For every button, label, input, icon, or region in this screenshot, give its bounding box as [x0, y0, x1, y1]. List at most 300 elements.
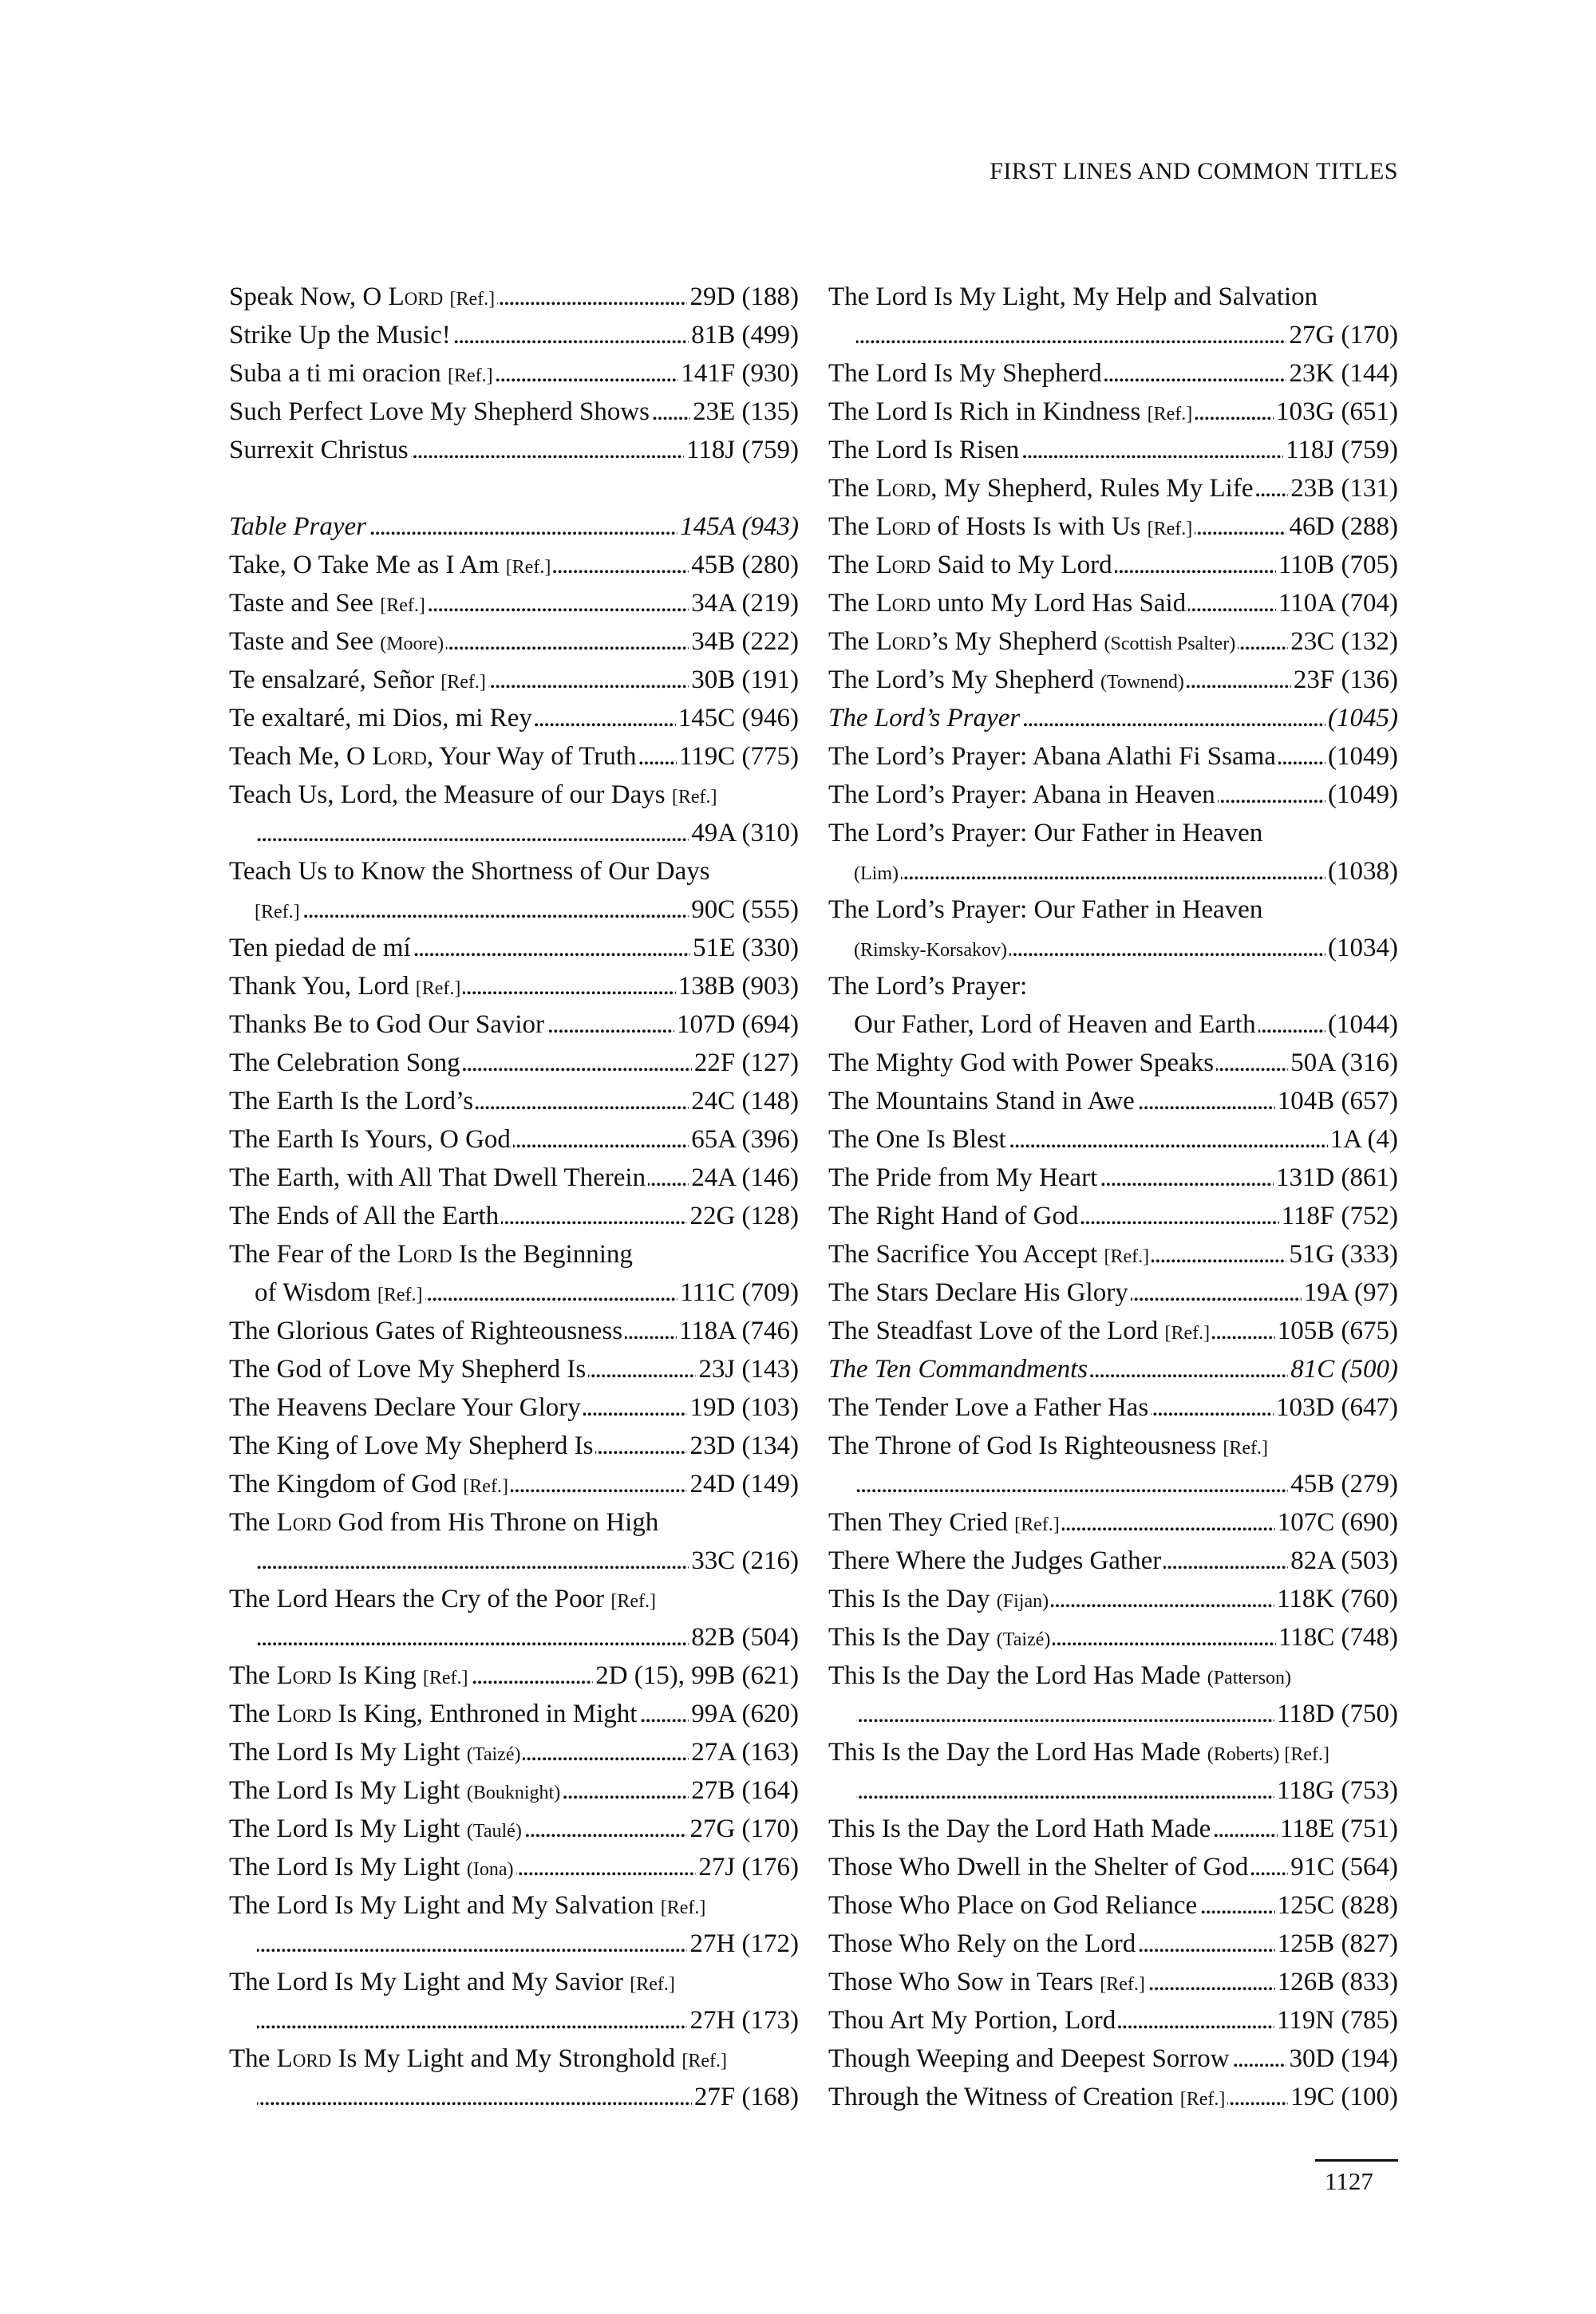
entry-reference: 51E (330): [693, 934, 799, 962]
entry-title: [854, 1005, 1256, 1044]
entry-annotation: (Iona): [466, 1859, 514, 1880]
entry-text: The Ends of All the Earth: [229, 1202, 500, 1230]
entry-reference: 90C (555): [691, 895, 799, 924]
entry-title: [828, 393, 1192, 431]
entry-text: The Glorious Gates of Righteousness: [229, 1317, 623, 1345]
small-caps-lord: Lord: [875, 551, 931, 579]
small-caps-lord: Lord: [875, 589, 931, 618]
entry-text: Teach Me, O: [229, 742, 373, 771]
entry-annotation: (Taizé): [996, 1629, 1051, 1650]
entry-text: The Lord Is My Light: [229, 1776, 467, 1805]
entry-annotation: [Ref.]: [681, 2051, 728, 2071]
entry-title: [828, 2078, 1225, 2116]
entry-reference: 19C (100): [1290, 2083, 1398, 2111]
index-entry: [229, 852, 799, 890]
entry-annotation: (Rimsky-Korsakov): [854, 940, 1007, 961]
dot-leader: [583, 1388, 688, 1427]
entry-text: Te ensalzaré, Señor: [229, 665, 441, 694]
dot-leader: [425, 1273, 678, 1312]
index-entry: [828, 1273, 1398, 1312]
entry-text: The: [229, 1508, 277, 1537]
dot-leader: [1188, 584, 1276, 622]
index-entry: [229, 1733, 799, 1771]
index-entry: [828, 1120, 1398, 1159]
entry-reference: 51G (333): [1289, 1240, 1398, 1269]
index-entry: [828, 661, 1398, 699]
entry-annotation: (Taizé): [466, 1744, 521, 1765]
entry-text: Though Weeping and Deepest Sorrow: [828, 2044, 1230, 2073]
entry-reference: 34B (222): [691, 627, 799, 656]
dot-leader: [1258, 1005, 1325, 1044]
entry-text: This Is the Day the Lord Hath Made: [828, 1814, 1211, 1843]
entry-annotation: [Ref.]: [415, 978, 461, 999]
entry-text: The Lord’s Prayer: Our Father in Heaven: [828, 819, 1263, 847]
dot-leader: [257, 2001, 687, 2040]
index-entry: [229, 1159, 799, 1197]
entry-title: [229, 1657, 468, 1695]
index-entry-continuation: [229, 1925, 799, 1963]
entry-annotation: (Moore): [380, 634, 444, 654]
entry-title: [828, 1388, 1148, 1427]
entry-reference: 107C (690): [1277, 1508, 1398, 1537]
entry-reference: 29D (188): [689, 282, 799, 311]
dot-leader: [639, 1695, 689, 1733]
dot-leader: [488, 661, 689, 699]
index-entry: [828, 1388, 1398, 1427]
entry-title: [229, 1350, 586, 1388]
index-entry: [229, 316, 799, 354]
entry-reference: (1044): [1328, 1010, 1398, 1039]
index-entry: [229, 661, 799, 699]
entry-text: The Lord Is My Light and My Salvation: [229, 1891, 661, 1920]
entry-text: The Lord Is My Light and My Savior: [229, 1968, 630, 1996]
entry-text: of Hosts Is with Us: [930, 512, 1148, 541]
entry-text: The: [828, 589, 876, 618]
entry-reference: 33C (216): [691, 1546, 799, 1575]
entry-text: The Celebration Song: [229, 1048, 460, 1077]
index-entry: [229, 507, 799, 546]
entry-annotation: (Scottish Psalter): [1104, 634, 1236, 654]
index-entry: [229, 737, 799, 776]
entry-title: [828, 1580, 1049, 1618]
entry-text: The Lord’s Prayer: Abana in Heaven: [828, 780, 1215, 809]
dot-leader: [1100, 1159, 1274, 1197]
entry-reference: 22F (127): [693, 1048, 799, 1077]
entry-title: [828, 1886, 1197, 1925]
small-caps-lord: Lord: [875, 512, 931, 541]
entry-text: The: [828, 512, 876, 541]
entry-text: The Mighty God with Power Speaks: [828, 1048, 1215, 1077]
page-number: 1127: [1325, 2167, 1373, 2195]
dot-leader: [1163, 1542, 1288, 1580]
entry-reference: 27G (170): [1289, 321, 1398, 349]
entry-annotation: (Townend): [1100, 672, 1184, 693]
entry-annotation: [Ref.]: [505, 557, 551, 578]
entry-text: The Pride from My Heart: [828, 1163, 1098, 1192]
entry-text: The Stars Declare His Glory: [828, 1278, 1128, 1307]
dot-leader: [1021, 431, 1283, 469]
entry-text: Thank You, Lord: [229, 972, 416, 1001]
entry-reference: (1045): [1328, 704, 1398, 733]
index-entry: [229, 1312, 799, 1350]
entry-text: The Steadfast Love of the Lord: [828, 1317, 1165, 1345]
index-entry-continuation: [229, 1618, 799, 1657]
index-entry: [828, 2001, 1398, 2040]
entry-title: [828, 546, 1112, 584]
entry-annotation: [Ref.]: [1223, 1438, 1268, 1459]
entry-text: The Lord’s Prayer: Our Father in Heaven: [828, 895, 1263, 924]
dot-leader: [513, 1120, 689, 1159]
entry-title: [229, 1120, 511, 1159]
dot-leader: [1137, 1082, 1275, 1120]
index-column-right: [828, 278, 1398, 2116]
entry-reference: 49A (310): [691, 819, 799, 847]
entry-title: [229, 278, 495, 316]
dot-leader: [257, 1925, 687, 1963]
entry-title: [828, 1044, 1214, 1082]
index-entry: [828, 1848, 1398, 1886]
entry-annotation: (Bouknight): [466, 1783, 561, 1803]
entry-title: [229, 1235, 633, 1273]
entry-text: The Earth Is Yours, O God: [229, 1125, 511, 1154]
entry-title: [828, 967, 1027, 1005]
dot-leader: [1216, 1044, 1288, 1082]
dot-leader: [516, 1848, 697, 1886]
dot-leader: [595, 1427, 687, 1465]
index-entry: [229, 546, 799, 584]
dot-leader: [524, 1810, 688, 1848]
entry-title: [229, 699, 532, 737]
dot-leader: [1009, 929, 1325, 967]
entry-title: [229, 1963, 675, 2001]
entry-reference: 118J (759): [686, 436, 799, 464]
entry-reference: 1A (4): [1329, 1125, 1398, 1154]
entry-title: [229, 1388, 581, 1427]
index-entry-continuation: [828, 316, 1398, 354]
entry-title: [828, 1542, 1161, 1580]
entry-text: of Wisdom: [255, 1278, 377, 1307]
entry-reference: 81B (499): [691, 321, 799, 349]
entry-annotation: [Ref.]: [630, 1974, 675, 1995]
entry-text: Thou Art My Portion, Lord: [828, 2006, 1116, 2035]
small-caps-lord: Lord: [875, 627, 931, 656]
index-entry-continuation: [229, 1273, 799, 1312]
entry-text: Through the Witness of Creation: [828, 2083, 1180, 2111]
entry-annotation: [Ref.]: [1164, 1323, 1211, 1344]
index-entry: [828, 890, 1398, 929]
entry-title: [828, 507, 1192, 546]
entry-reference: 91C (564): [1290, 1853, 1398, 1882]
entry-reference: 65A (396): [691, 1125, 799, 1154]
dot-leader: [1104, 354, 1287, 393]
index-entry: [828, 1886, 1398, 1925]
index-entry: [229, 1657, 799, 1695]
entry-title: [854, 852, 899, 890]
index-entry: [828, 622, 1398, 661]
index-entry: [229, 431, 799, 469]
dot-leader: [1051, 1580, 1274, 1618]
dot-leader: [1053, 1618, 1276, 1657]
entry-text: The Lord Is My Light: [229, 1853, 467, 1882]
entry-text: This Is the Day: [828, 1585, 997, 1613]
dot-leader: [1255, 469, 1288, 507]
entry-reference: 82A (503): [1290, 1546, 1398, 1575]
entry-title: [828, 1235, 1149, 1273]
entry-annotation: [Ref.]: [377, 1285, 423, 1305]
index-entry: [828, 1350, 1398, 1388]
entry-reference: 50A (316): [1290, 1048, 1398, 1077]
dot-leader: [1250, 1848, 1288, 1886]
index-entry-continuation: [828, 1771, 1398, 1810]
entry-reference: 118K (760): [1277, 1585, 1398, 1613]
entry-reference: 118J (759): [1286, 436, 1398, 464]
dot-leader: [652, 393, 690, 431]
entry-title: [828, 1312, 1210, 1350]
entry-reference: 105B (675): [1277, 1317, 1398, 1345]
index-entry: [229, 354, 799, 393]
entry-reference: 118E (751): [1279, 1814, 1398, 1843]
index-entry: [828, 814, 1398, 852]
dot-leader: [369, 507, 678, 546]
entry-reference: (1049): [1328, 780, 1398, 809]
dot-leader: [496, 354, 679, 393]
index-entry: [229, 1350, 799, 1388]
entry-text: Speak Now, O: [229, 282, 389, 311]
index-entry: [229, 1388, 799, 1427]
entry-title: [828, 584, 1186, 622]
entry-title: [828, 1273, 1128, 1312]
entry-title: [229, 1005, 544, 1044]
entry-text: , Your Way of Truth: [426, 742, 637, 771]
index-entry: [828, 1312, 1398, 1350]
entry-text: Our Father, Lord of Heaven and Earth: [854, 1010, 1256, 1039]
entry-reference: 99A (620): [691, 1700, 799, 1728]
dot-leader: [463, 1044, 692, 1082]
small-caps-lord: Lord: [372, 742, 427, 771]
entry-reference: 27A (163): [691, 1738, 799, 1767]
index-column-left: [229, 278, 799, 2116]
entry-reference: 30D (194): [1289, 2044, 1398, 2073]
entry-title: [828, 1963, 1145, 2001]
index-entry-continuation: [828, 1465, 1398, 1503]
dot-leader: [1138, 1925, 1275, 1963]
dot-leader: [1152, 1235, 1286, 1273]
entry-text: The Earth, with All That Dwell Therein: [229, 1163, 646, 1192]
index-entry: [229, 1886, 799, 1925]
entry-text: Is King, Enthroned in Might: [331, 1700, 638, 1728]
entry-title: [828, 1503, 1060, 1542]
dot-leader: [511, 1465, 688, 1503]
dot-leader: [1131, 1273, 1302, 1312]
dot-leader: [446, 622, 689, 661]
entry-annotation: [Ref.]: [660, 1897, 706, 1918]
index-entry: [828, 1159, 1398, 1197]
entry-title: [229, 622, 444, 661]
index-entry: [229, 1810, 799, 1848]
entry-reference: 30B (191): [691, 665, 799, 694]
entry-title: [828, 699, 1020, 737]
entry-title: [229, 1695, 637, 1733]
entry-title: [854, 929, 1007, 967]
entry-title: [229, 1580, 656, 1618]
entry-title: [229, 852, 710, 890]
entry-reference: 23D (134): [689, 1431, 799, 1460]
small-caps-lord: Lord: [276, 2044, 332, 2073]
entry-text: The Earth Is the Lord’s: [229, 1087, 474, 1116]
entry-reference: 103G (651): [1275, 397, 1398, 426]
entry-annotation: (Taulé): [466, 1821, 522, 1842]
dot-leader: [1187, 661, 1291, 699]
index-entry: [229, 1427, 799, 1465]
entry-annotation: (Patterson): [1207, 1668, 1292, 1688]
entry-text: The Heavens Declare Your Glory: [229, 1393, 581, 1422]
entry-reference: 27G (170): [689, 1814, 799, 1843]
entry-text: This Is the Day: [828, 1623, 997, 1652]
dot-leader: [1062, 1503, 1275, 1542]
entry-title: [828, 814, 1262, 852]
entry-text: The Mountains Stand in Awe: [828, 1087, 1135, 1116]
dot-leader: [471, 1657, 594, 1695]
entry-text: Is the Beginning: [452, 1240, 633, 1269]
index-entry: [229, 1580, 799, 1618]
entry-reference: 19D (103): [689, 1393, 799, 1422]
entry-reference: 34A (219): [691, 589, 799, 618]
entry-title: [828, 431, 1019, 469]
entry-text: ’s My Shepherd: [930, 627, 1104, 656]
entry-text: Is My Light and My Stronghold: [331, 2044, 682, 2073]
entry-title: [229, 1503, 658, 1542]
entry-annotation: [Ref.]: [671, 787, 717, 808]
entry-reference: 46D (288): [1289, 512, 1398, 541]
entry-reference: 27H (172): [689, 1929, 799, 1958]
dot-leader: [856, 316, 1286, 354]
dot-leader: [1148, 1963, 1275, 2001]
small-caps-lord: Lord: [388, 282, 444, 311]
entry-title: [229, 661, 486, 699]
index-entry: [229, 1465, 799, 1503]
entry-title: [828, 1159, 1097, 1197]
index-entry: [828, 507, 1398, 546]
entry-title: [828, 1618, 1050, 1657]
entry-title: [229, 1312, 622, 1350]
index-entry: [828, 1963, 1398, 2001]
entry-annotation: [Ref.]: [610, 1591, 657, 1612]
entry-reference: (1034): [1328, 934, 1398, 962]
entry-title: [229, 1197, 499, 1235]
entry-title: [828, 1657, 1291, 1695]
index-entry: [828, 1197, 1398, 1235]
small-caps-lord: Lord: [276, 1661, 332, 1690]
entry-title: [229, 1159, 646, 1197]
index-entry: [229, 1005, 799, 1044]
index-entry: [828, 1657, 1398, 1695]
index-entry: [828, 546, 1398, 584]
entry-reference: 27B (164): [691, 1776, 799, 1805]
entry-reference: 126B (833): [1277, 1968, 1398, 1996]
index-entry: [828, 393, 1398, 431]
index-entry: [229, 929, 799, 967]
entry-title: [229, 776, 717, 814]
entry-reference: 119C (775): [678, 742, 799, 771]
index-entry: [828, 1810, 1398, 1848]
entry-text: The Right Hand of God: [828, 1202, 1079, 1230]
entry-text: The: [229, 1661, 277, 1690]
entry-reference: 2D (15), 99B (621): [595, 1661, 799, 1690]
dot-leader: [1118, 2001, 1274, 2040]
entry-reference: 45B (280): [691, 551, 799, 579]
page-number-rule: [1315, 2159, 1398, 2162]
entry-text: Ten piedad de mí: [229, 934, 411, 962]
entry-title: [229, 1810, 522, 1848]
index-entry-continuation: [229, 890, 799, 929]
entry-title: [229, 1771, 560, 1810]
entry-title: [229, 584, 425, 622]
entry-title: [229, 316, 451, 354]
entry-text: The Lord Is Risen: [828, 436, 1020, 464]
entry-title: [255, 1273, 423, 1312]
entry-text: Surrexit Christus: [229, 436, 409, 464]
dot-leader: [901, 852, 1325, 890]
entry-title: [229, 1733, 520, 1771]
dot-leader: [257, 1618, 689, 1657]
entry-annotation: [Ref.]: [449, 289, 496, 310]
dot-leader: [547, 1005, 674, 1044]
entry-reference: 81C (500): [1290, 1355, 1398, 1384]
small-caps-lord: Lord: [276, 1508, 332, 1537]
dot-leader: [553, 546, 689, 584]
index-entry: [828, 1542, 1398, 1580]
index-entry: [828, 354, 1398, 393]
entry-reference: 19A (97): [1303, 1278, 1398, 1307]
index-entry: [828, 1580, 1398, 1618]
entry-text: The Lord Is My Light, My Help and Salvation: [828, 282, 1318, 311]
index-entry: [828, 1044, 1398, 1082]
dot-leader: [856, 1695, 1274, 1733]
dot-leader: [1115, 546, 1276, 584]
entry-text: Teach Us to Know the Shortness of Our Days: [229, 857, 710, 886]
dot-leader: [1232, 2040, 1287, 2078]
small-caps-lord: Lord: [397, 1240, 452, 1269]
dot-leader: [453, 316, 689, 354]
dot-leader: [1218, 776, 1325, 814]
entry-title: [229, 929, 411, 967]
entry-reference: 23E (135): [693, 397, 799, 426]
entry-text: The: [229, 1700, 277, 1728]
entry-reference: 24D (149): [689, 1470, 799, 1499]
dot-leader: [476, 1082, 689, 1120]
dot-leader: [856, 1771, 1274, 1810]
dot-leader: [1199, 1886, 1275, 1925]
entry-title: [828, 1082, 1135, 1120]
entry-reference: 27J (176): [698, 1853, 799, 1882]
entry-text: The Lord Is My Light: [229, 1738, 467, 1767]
section-gap: [229, 469, 799, 507]
index-entry: [828, 2078, 1398, 2116]
entry-text: God from His Throne on High: [331, 1508, 659, 1537]
index-entry: [828, 584, 1398, 622]
entry-title: [229, 1465, 508, 1503]
dot-leader: [1238, 622, 1288, 661]
entry-text: The Lord Is Rich in Kindness: [828, 397, 1148, 426]
entry-title: [229, 1044, 460, 1082]
dot-leader: [563, 1771, 689, 1810]
index-entry: [229, 1848, 799, 1886]
entry-title: [828, 890, 1262, 929]
index-entry: [828, 1925, 1398, 1963]
entry-text: The Tender Love a Father Has: [828, 1393, 1149, 1422]
dot-leader: [1227, 2078, 1288, 2116]
index-entry-continuation: [229, 1542, 799, 1580]
